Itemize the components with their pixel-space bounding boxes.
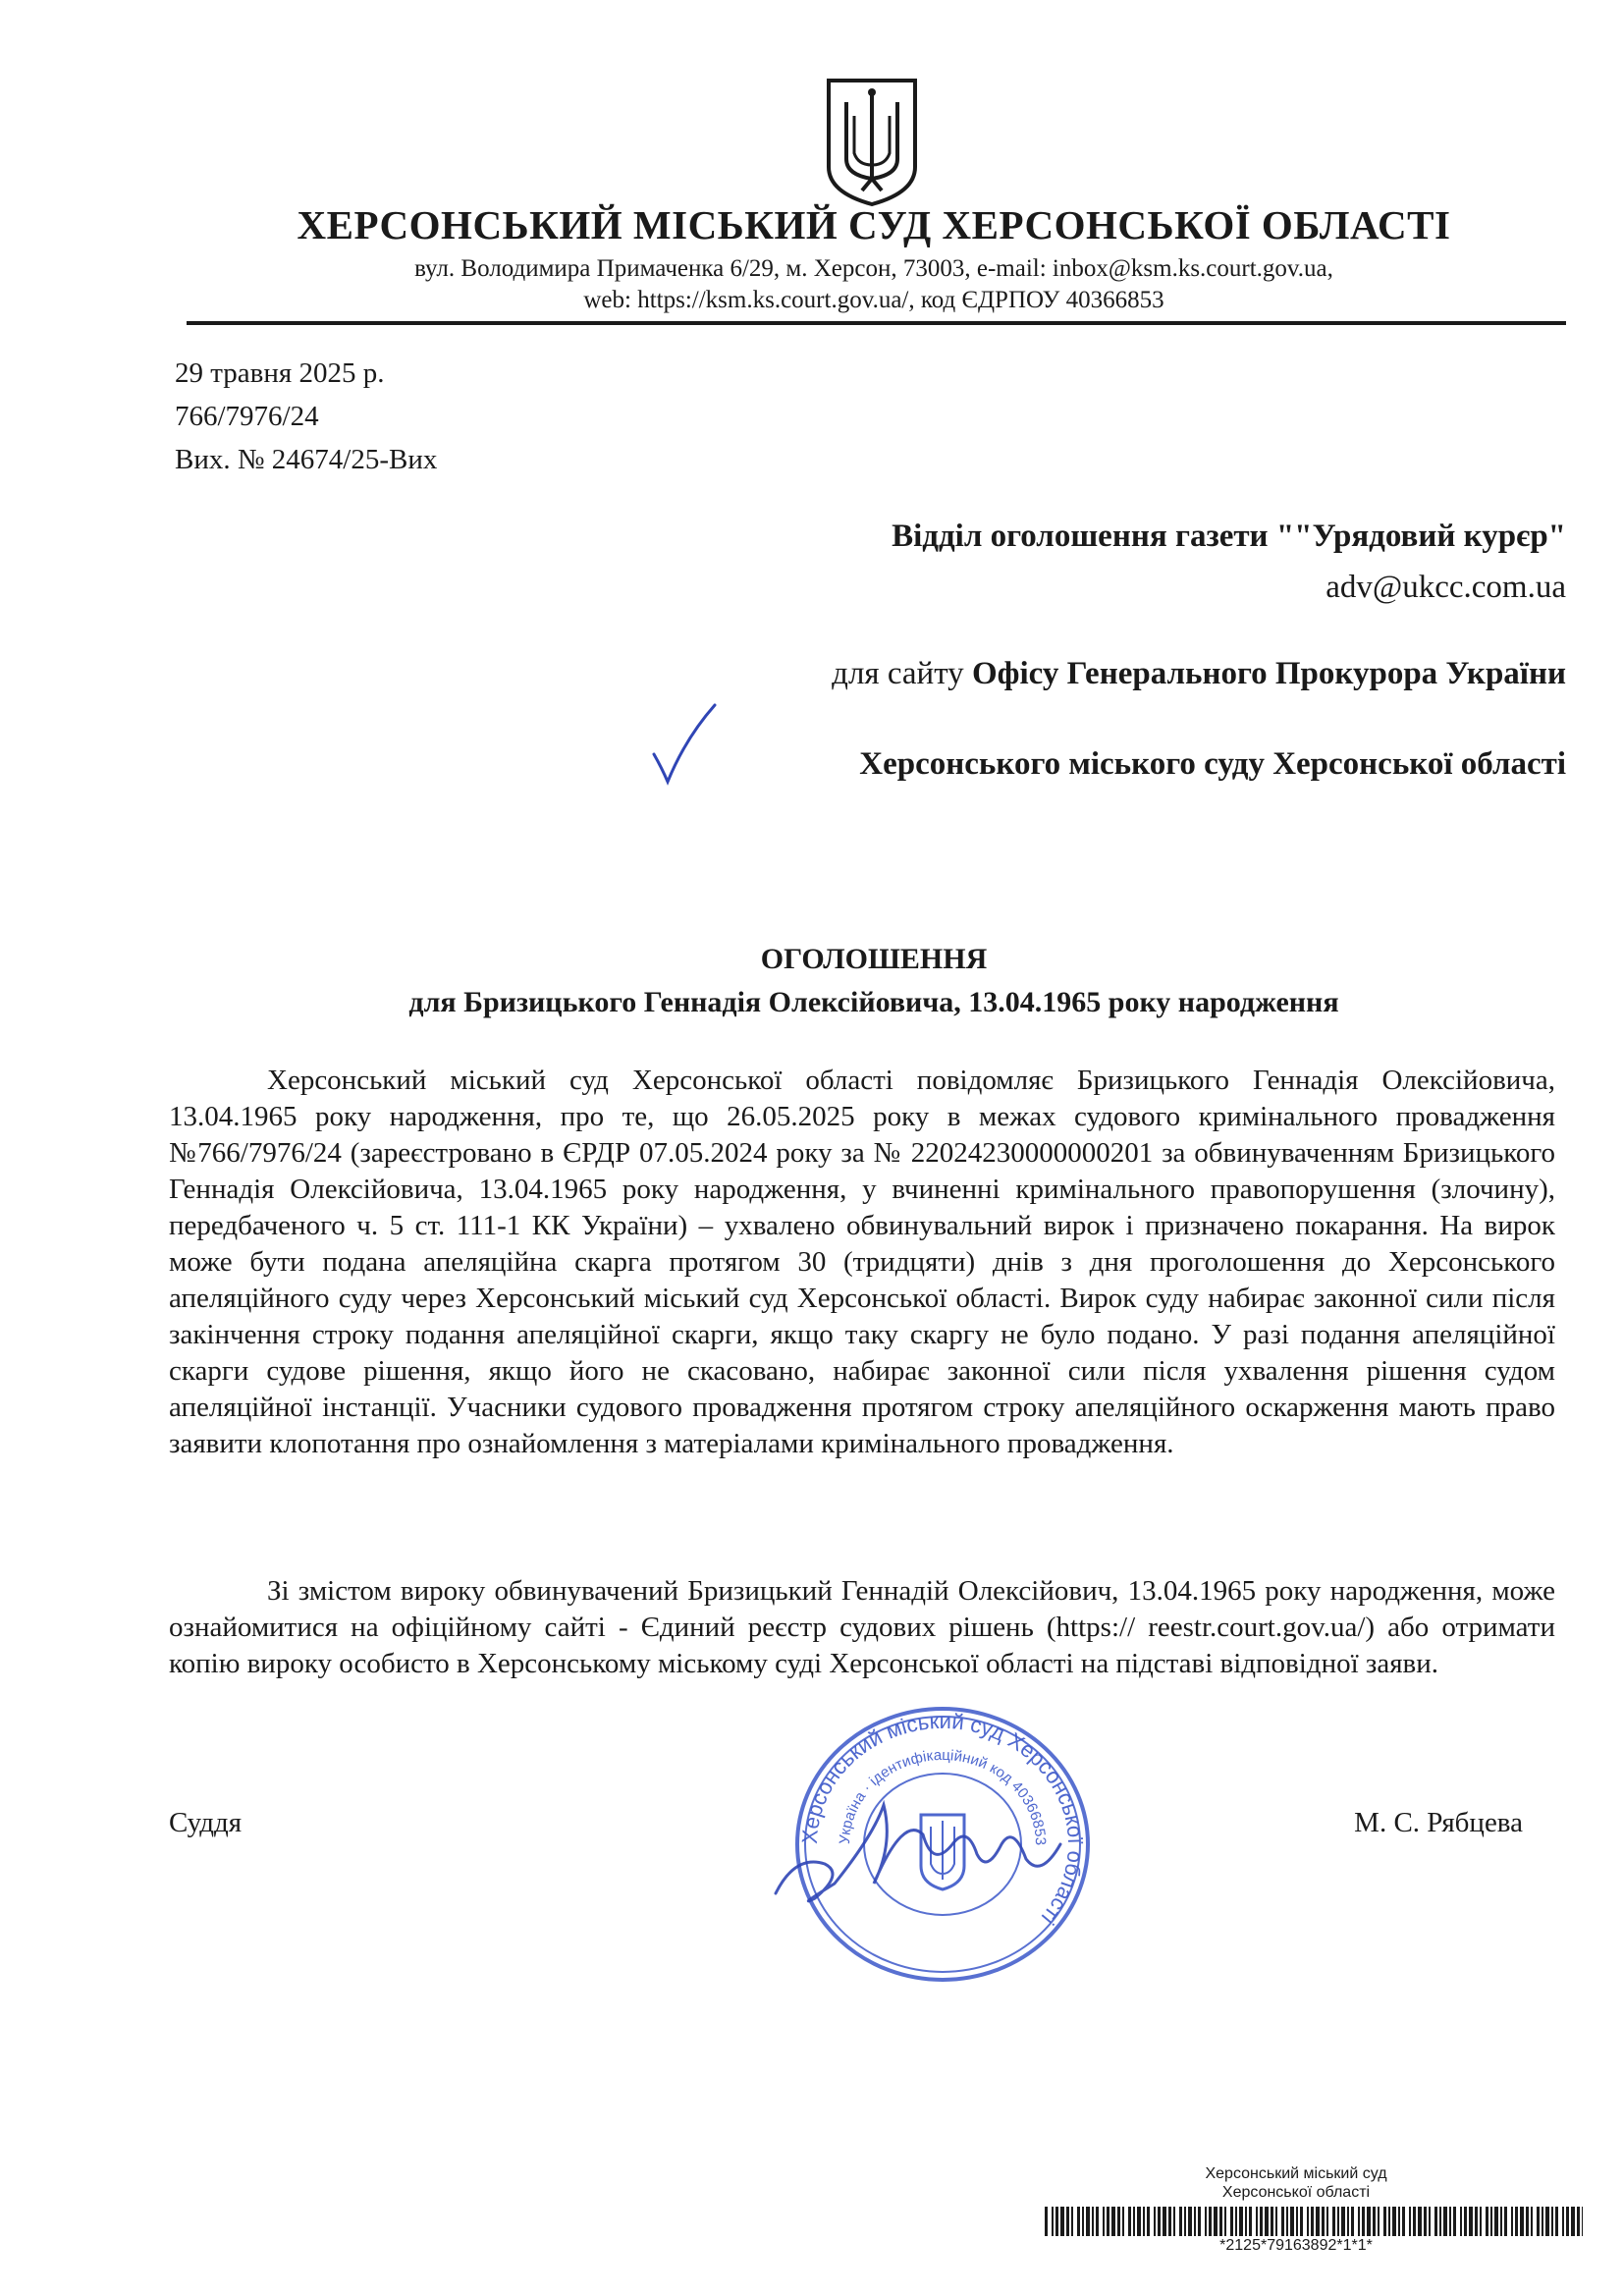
court-seal-stamp (756, 1697, 1129, 1992)
footer-court-line1: Херсонський міський суд (1205, 2165, 1387, 2182)
notice-subtitle: для Бризицького Геннадія Олексійовича, 13.04.1965 року народження (408, 986, 1339, 1018)
judge-name: М. С. Рябцева (1354, 1807, 1523, 1838)
barcode-text: *2125*79163892*1*1* (1219, 2237, 1373, 2254)
notice-paragraph-1: Херсонський міський суд Херсонської області повідомляє Бризицького Геннадія Олексійовича, 13.04.1965 року народження, про те, що 26.05.2025 року в межах судового кримінального провадження №766/7976/24 (зареєстровано в ЄРДР 07.05.2024 року за № 22024230000000201 за обвинуваченням Бризицького Геннадія Олексійовича, 13.04.1965 року народження, у вчиненні кримінального правопорушення (злочину), передбаченого ч. 5 ст. 111-1 КК України) – ухвалено обвинувальний вирок і призначено покарання. На вирок може бути подана апеляційна скарга протягом 30 (тридцяти) днів з дня проголошення до Херсонського апеляційного суду через Херсонський міський суд Херсонської області. Вирок суду набирає законної сили після закінчення строку подання апеляційної скарги, якщо таку скаргу не було подано. У разі подання апеляційної скарги судове рішення, якщо його не скасовано, набирає законної сили після ухвалення рішення судом апеляційної інстанції. Учасники судового провадження протягом строку апеляційного оскарження мають право заявити клопотання про ознайомлення з матеріалами кримінального провадження. (169, 1065, 1555, 1459)
notice-title: ОГОЛОШЕННЯ (760, 943, 988, 975)
recipient-newspaper: Відділ оголошення газети ""Урядовий курєр" (892, 519, 1566, 554)
recipient-prosecutor-site (832, 656, 1566, 692)
stamp-outer-text: Херсонський міський суд Херсонської області (796, 1708, 1089, 1930)
recipient-prefix: для сайту (832, 656, 972, 691)
document-date: 29 травня 2025 р. (175, 357, 385, 389)
barcode-icon (1045, 2207, 1583, 2236)
recipient-prosecutor-name: Офісу Генерального Прокурора України (971, 656, 1566, 691)
stamp-inner-text: Україна · ідентифікаційний код 40366853 (836, 1746, 1050, 1846)
coat-of-arms-icon (825, 77, 919, 208)
case-number: 766/7976/24 (175, 401, 319, 432)
judge-label: Суддя (169, 1807, 243, 1838)
checkmark-icon (650, 699, 719, 788)
header-divider (187, 321, 1566, 325)
court-name: ХЕРСОНСЬКИЙ МІСЬКИЙ СУД ХЕРСОНСЬКОЇ ОБЛАСТІ (297, 202, 1451, 247)
recipient-court-site: Херсонського міського суду Херсонської області (859, 746, 1566, 782)
document-meta (175, 352, 437, 481)
court-web-and-code: web: https://ksm.ks.court.gov.ua/, код ЄДРПОУ 40366853 (583, 287, 1164, 313)
notice-paragraph-2: Зі змістом вироку обвинувачений Бризицький Геннадій Олексійович, 13.04.1965 року народження, може ознайомитися на офіційному сайті - Єдиний реєстр судових рішень (https:// reestr.court.gov.ua/) або отримати копію вироку особисто в Херсонському міському суді Херсонської області на підставі відповідної заяви. (169, 1575, 1555, 1679)
footer-court-line2: Херсонської області (1221, 2184, 1371, 2201)
outgoing-number: Вих. № 24674/25-Вих (175, 444, 438, 475)
recipient-newspaper-email: adv@ukcc.com.ua (1325, 570, 1566, 605)
court-address: вул. Володимира Примаченка 6/29, м. Херсон, 73003, e-mail: inbox@ksm.ks.court.gov.ua, (414, 255, 1333, 282)
